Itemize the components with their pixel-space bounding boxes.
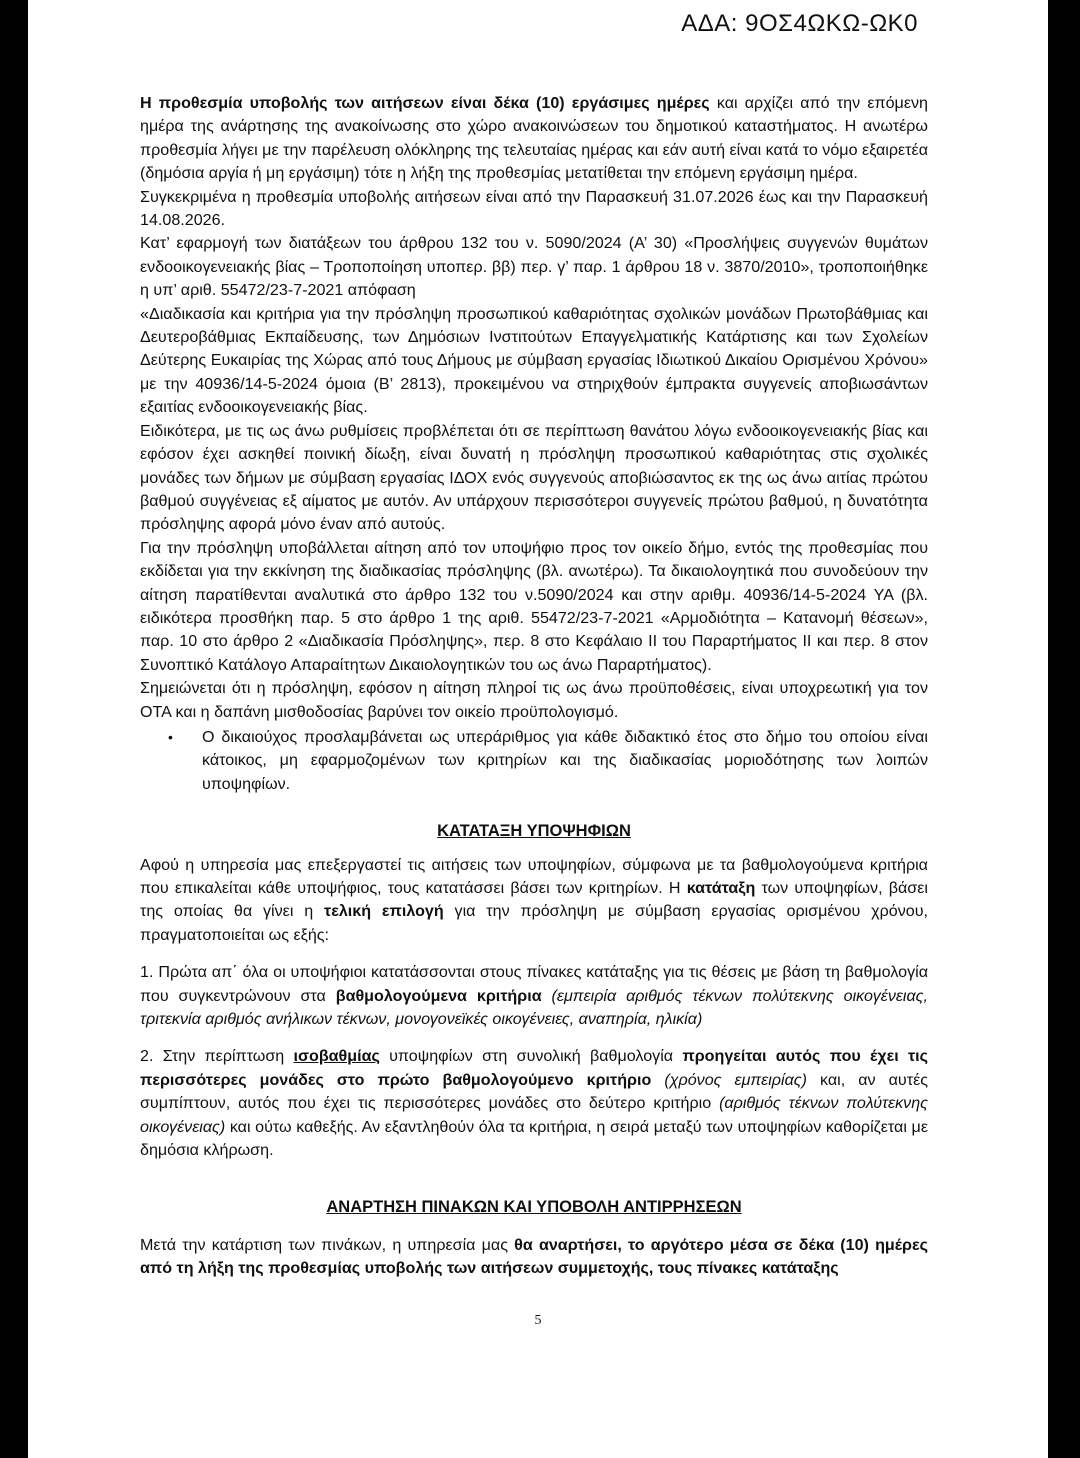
item2-italic-1: (χρόνος εμπειρίας) <box>651 1070 807 1089</box>
bullet-icon: • <box>168 728 173 745</box>
item2-italic-2: (αριθμός τέκνων πολύτεκνης οικογένειας) <box>140 1094 928 1136</box>
paragraph-note: Σημειώνεται ότι η πρόσληψη, εφόσον η αίτηση πληροί τις ως άνω προϋποθέσεις, είναι υποχρεωτική για τον ΟΤΑ και η δαπάνη μισθοδοσίας βαρύνει τον οικείο προϋπολογισμό. <box>140 679 928 721</box>
posting-bold: θα αναρτήσει, το αργότερο μέσα σε δέκα (10) ημέρες από τη λήξη της προθεσμίας υποβολής των αιτήσεων συμμετοχής, τους πίνακες κατάταξης <box>140 1235 928 1278</box>
deadline-text: και αρχίζει από την επόμενη ημέρα της ανάρτησης της ανακοίνωσης στο χώρο ανακοινώσεων του δημοτικού καταστήματος. Η ανωτέρω προθεσμία λήγει με την παρέλευση ολόκληρης της τελευταίας ημέρας και εάν αυτή είναι κατά το νόμο εξαιρετέα (δημόσια αργία ή μη εργάσιμη) τότε η λήξη της προθεσμίας μετατίθεται την επόμενη εργάσιμη ημέρα. <box>140 94 928 183</box>
document-page <box>28 0 1048 1458</box>
item2-text-a: 2. Στην περίπτωση <box>140 1047 294 1066</box>
paragraph-decision-title: «Διαδικασία και κριτήρια για την πρόσληψη προσωπικού καθαριότητας σχολικών μονάδων Πρωτοβάθμιας και Δευτεροβάθμιας Εκπαίδευσης, των Δημόσιων Ινστιτούτων Επαγγελματικής Κατάρτισης και των Σχολείων Δεύτερης Ευκαιρίας της Χώρας από τους Δήμους με σύμβαση εργασίας Ιδιωτικού Δικαίου Ορισμένου Χρόνου» με την 40936/14-5-2024 όμοια (Β’ 2813), προκειμένου να στηριχθούν έμπρακτα συγγενείς αποβιωσάντων εξαιτίας ενδοοικογενειακής βίας. <box>140 304 928 417</box>
item1-italic: (εμπειρία αριθμός τέκνων πολύτεκνης οικογένειας, τριτεκνία αριθμός ανήλικων τέκνων, μονογονεϊκές οικογένειες, αναπηρία, ηλικία) <box>140 986 928 1029</box>
ranking-intro-bold-1: κατάταξη <box>686 879 756 897</box>
section-heading-posting: ΑΝΑΡΤΗΣΗ ΠΙΝΑΚΩΝ ΚΑΙ ΥΠΟΒΟΛΗ ΑΝΤΙΡΡΗΣΕΩΝ <box>326 1198 742 1217</box>
paragraph-dates: Συγκεκριμένα η προθεσμία υποβολής αιτήσεων είναι από την Παρασκευή 31.07.2026 έως και την Παρασκευή 14.08.2026. <box>140 187 928 230</box>
ada-code: ΑΔΑ: 9ΟΣ4ΩΚΩ-ΩΚ0 <box>681 10 918 37</box>
item2-text-d: και ούτω καθεξής. Αν εξαντληθούν όλα τα κριτήρια, η σειρά μεταξύ των υποψηφίων καθορίζεται με δημόσια κλήρωση. <box>140 1117 928 1160</box>
ranking-intro-text-d: για την πρόσληψη με σύμβαση εργασίας ορισμένου χρόνου, πραγματοποιείται ως εξής: <box>140 902 928 944</box>
item2-bold: προηγείται αυτός που έχει τις περισσότερες μονάδες στο πρώτο βαθμολογούμενο κριτήριο <box>140 1047 929 1089</box>
ranking-item-1 <box>140 961 928 1031</box>
paragraph-ranking-intro <box>140 854 928 948</box>
ranking-intro-text-a: Αφού η υπηρεσία μας επεξεργαστεί τις αιτήσεις των υποψηφίων, σύμφωνα με τα βαθμολογούμενα κριτήρια που επικαλείται κάθε υποψήφιος, τους κατατάσσει βάσει των κριτηρίων. Η <box>140 855 928 897</box>
item2-text-c: και, αν αυτές συμπίπτουν, αυτός που έχει τις περισσότερες μονάδες στο δεύτερο κριτήριο <box>140 1070 928 1113</box>
ranking-intro-bold-2: τελική επιλογή <box>324 902 444 921</box>
item2-text-b: υποψηφίων στη συνολική βαθμολογία <box>379 1047 683 1066</box>
document-body <box>140 92 928 1281</box>
item1-bold: βαθμολογούμενα κριτήρια <box>335 986 542 1005</box>
page-number: 5 <box>534 1313 542 1328</box>
ranking-item-2 <box>140 1045 928 1162</box>
ranking-intro-text-c: των υποψηφίων, βάσει της οποίας θα γίνει η <box>140 879 928 921</box>
bullet-item <box>168 726 928 796</box>
paragraph-deadline <box>140 92 928 186</box>
paragraph-application: Για την πρόσληψη υποβάλλεται αίτηση από τον υποψήφιο προς τον οικείο δήμο, εντός της προθεσμίας που εκδίδεται για την εκκίνηση της διαδικασίας πρόσληψης (βλ. ανωτέρω). Τα δικαιολογητικά που συνοδεύουν την αίτηση παρατίθενται αναλυτικά στο άρθρο 132 του ν.5090/2024 και στην αριθμ. 40936/14-5-2024 ΥΑ (βλ. ειδικότερα προσθήκη παρ. 5 στο άρθρο 1 της αριθ. 55472/23-7-2021 «Αρμοδιότητα – Κατανομή θέσεων», παρ. 10 στο άρθρο 2 «Διαδικασία Πρόσληψης», περ. 8 στο Κεφάλαιο ΙΙ του Παραρτήματος ΙΙ και περ. 8 στον Συνοπτικό Κατάλογο Απαραίτητων Δικαιολογητικών του ως άνω Παραρτήματος). <box>140 538 928 674</box>
posting-text: Μετά την κατάρτιση των πινάκων, η υπηρεσία μας <box>140 1235 515 1254</box>
paragraph-posting <box>140 1234 928 1281</box>
paragraph-law-reference: Κατ’ εφαρμογή των διατάξεων του άρθρου 132 του ν. 5090/2024 (Α’ 30) «Προσλήψεις συγγενών θυμάτων ενδοοικογενειακής βίας – Τροποποίηση υποπερ. ββ) περ. γ’ παρ. 1 άρθρου 18 ν. 3870/2010», τροποποιήθηκε η υπ’ αριθ. 55472/23-7-2021 απόφαση <box>140 234 928 300</box>
paragraph-specifics: Ειδικότερα, με τις ως άνω ρυθμίσεις προβλέπεται ότι σε περίπτωση θανάτου λόγω ενδοοικογενειακής βίας και εφόσον έχει ασκηθεί ποινική δίωξη, είναι δυνατή η πρόσληψη προσωπικού καθαριότητας στις σχολικές μονάδες των δήμων με σύμβαση εργασίας ΙΔΟΧ ενός συγγενούς αποβιώσαντος εκ της ως άνω αιτίας πρώτου βαθμού συγγένειας εξ αίματος με αυτόν. Αν υπάρχουν περισσότεροι συγγενείς πρώτου βαθμού, η δυνατότητα πρόσληψης αφορά μόνο έναν από αυτούς. <box>140 421 928 534</box>
bullet-text: Ο δικαιούχος προσλαμβάνεται ως υπεράριθμος για κάθε διδακτικό έτος στο δήμο του οποίου είναι κάτοικος, μη εφαρμοζομένων των κριτηρίων και της διαδικασίας μοριοδότησης των λοιπών υποψηφίων. <box>202 727 928 793</box>
deadline-bold-text: Η προθεσμία υποβολής των αιτήσεων είναι δέκα (10) εργάσιμες ημέρες <box>140 94 710 112</box>
section-heading-ranking: ΚΑΤΑΤΑΞΗ ΥΠΟΨΗΦΙΩΝ <box>437 822 631 841</box>
item1-text: 1. Πρώτα απ΄ όλα οι υποψήφιοι κατατάσσονται στους πίνακες κατάταξης για τις θέσεις με βάση τη βαθμολογία που συγκεντρώνουν στα <box>140 963 928 1005</box>
item2-bold-underline: ισοβαθμίας <box>293 1047 380 1066</box>
